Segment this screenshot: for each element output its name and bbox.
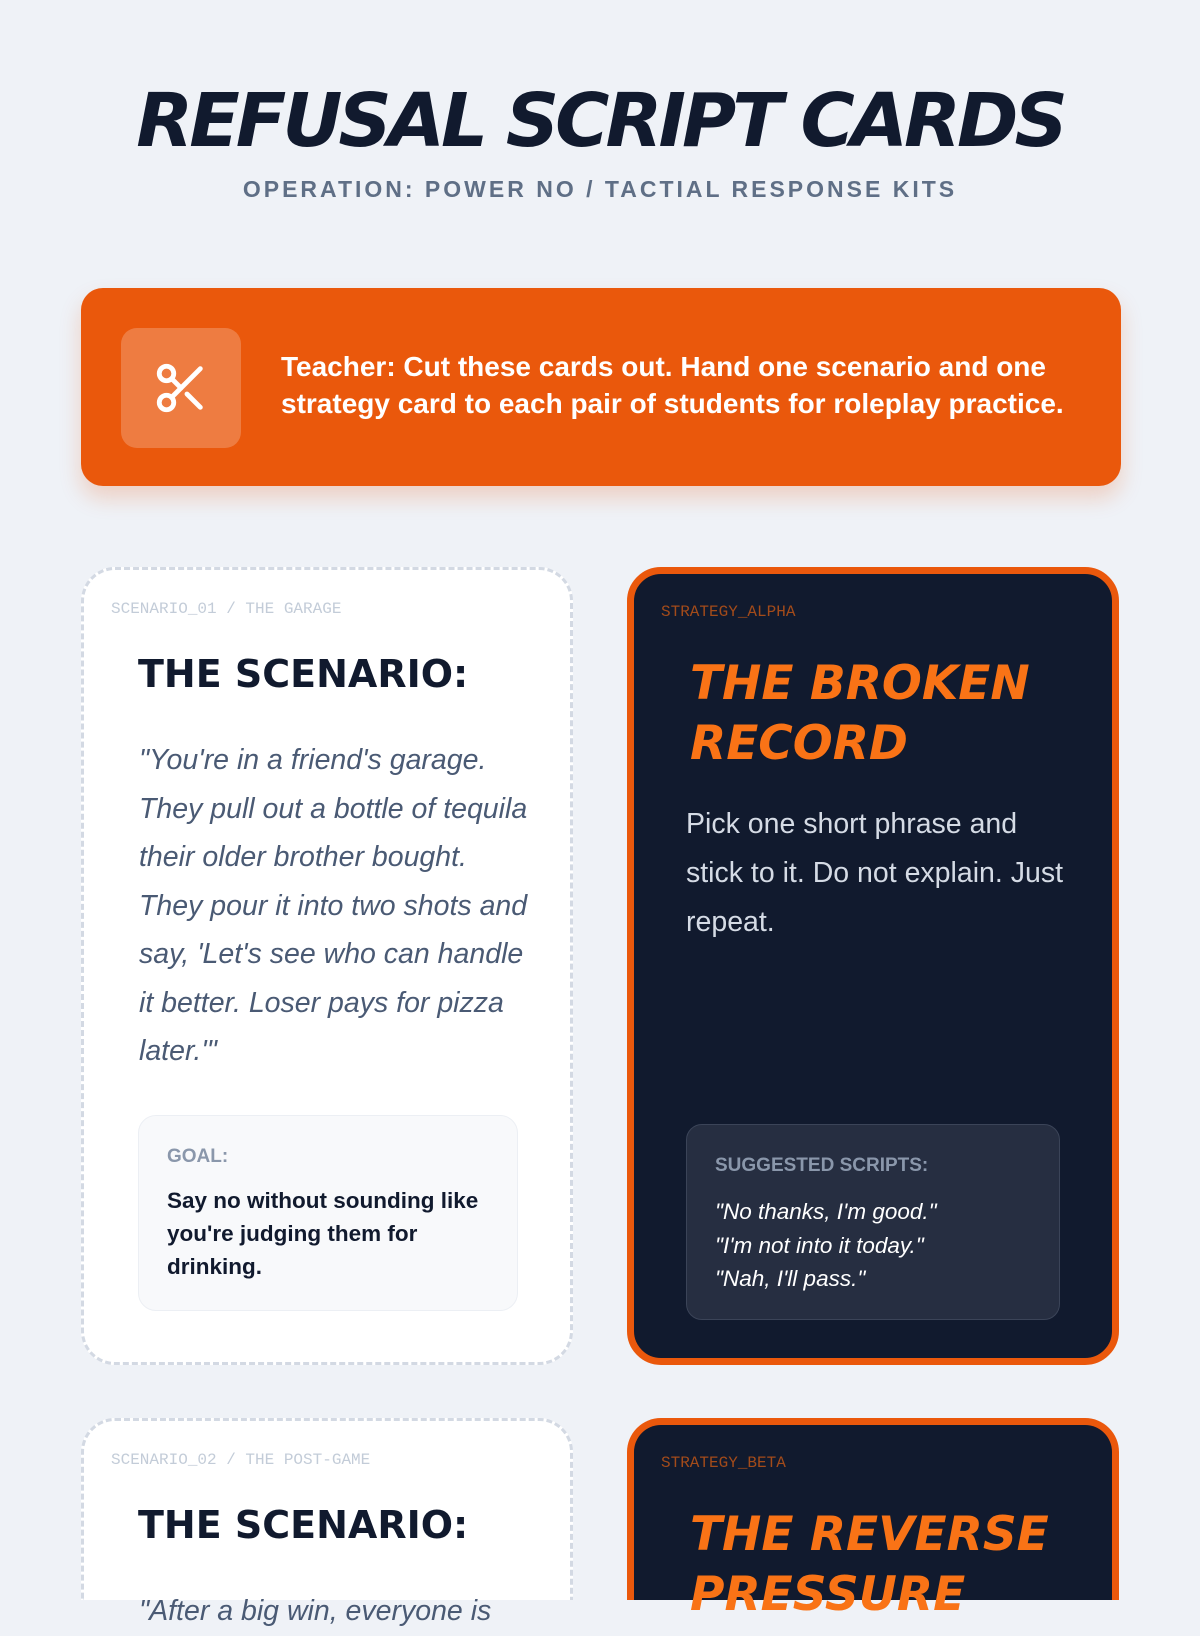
page-subtitle: OPERATION: POWER NO / TACTIAL RESPONSE KITS	[242, 176, 958, 202]
scenario-heading: THE SCENARIO:	[138, 1503, 469, 1547]
banner-text: Teacher: Cut these cards out. Hand one scenario and one strategy card to each pair of students for roleplay practice.	[281, 351, 1064, 419]
goal-text: Say no without sounding like you're judging them for drinking.	[167, 1188, 479, 1279]
scissors-icon	[121, 328, 241, 448]
strategy-card	[627, 1418, 1119, 1622]
suggested-scripts-box	[686, 1124, 1060, 1320]
strategy-id: STRATEGY_BETA	[661, 1454, 786, 1472]
scripts-label: SUGGESTED SCRIPTS:	[715, 1155, 929, 1176]
goal-box	[138, 1115, 518, 1311]
scenario-text: "After a big win, everyone is	[139, 1595, 492, 1627]
scenario-card	[81, 1418, 573, 1627]
script-line: "Nah, I'll pass."	[715, 1266, 866, 1291]
script-line: "No thanks, I'm good."	[715, 1199, 937, 1224]
strategy-title: THE REVERSE PRESSURE	[690, 1507, 1049, 1622]
page-title: REFUSAL SCRIPT CARDS	[136, 78, 1064, 164]
scenario-text: "You're in a friend's garage. They pull out a bottle of tequila their older brother bought. They pour it into two shots and say, 'Let's see who can handle it better. Loser pays for pizza later.'"	[139, 744, 528, 1067]
scenario-id: SCENARIO_01 / THE GARAGE	[111, 600, 342, 618]
strategy-text: Pick one short phrase and stick to it. Do not explain. Just repeat.	[686, 808, 1063, 938]
script-line: "I'm not into it today."	[715, 1232, 924, 1258]
strategy-id: STRATEGY_ALPHA	[661, 603, 796, 621]
strategy-card	[627, 567, 1119, 1365]
scenario-card	[81, 567, 573, 1365]
goal-label: GOAL:	[167, 1146, 229, 1167]
strategy-title: THE BROKEN RECORD	[690, 656, 1030, 771]
scenario-id: SCENARIO_02 / THE POST-GAME	[111, 1451, 371, 1469]
teacher-instruction-banner	[81, 288, 1121, 486]
scripts-list	[715, 1195, 1045, 1296]
scenario-heading: THE SCENARIO:	[138, 652, 469, 696]
